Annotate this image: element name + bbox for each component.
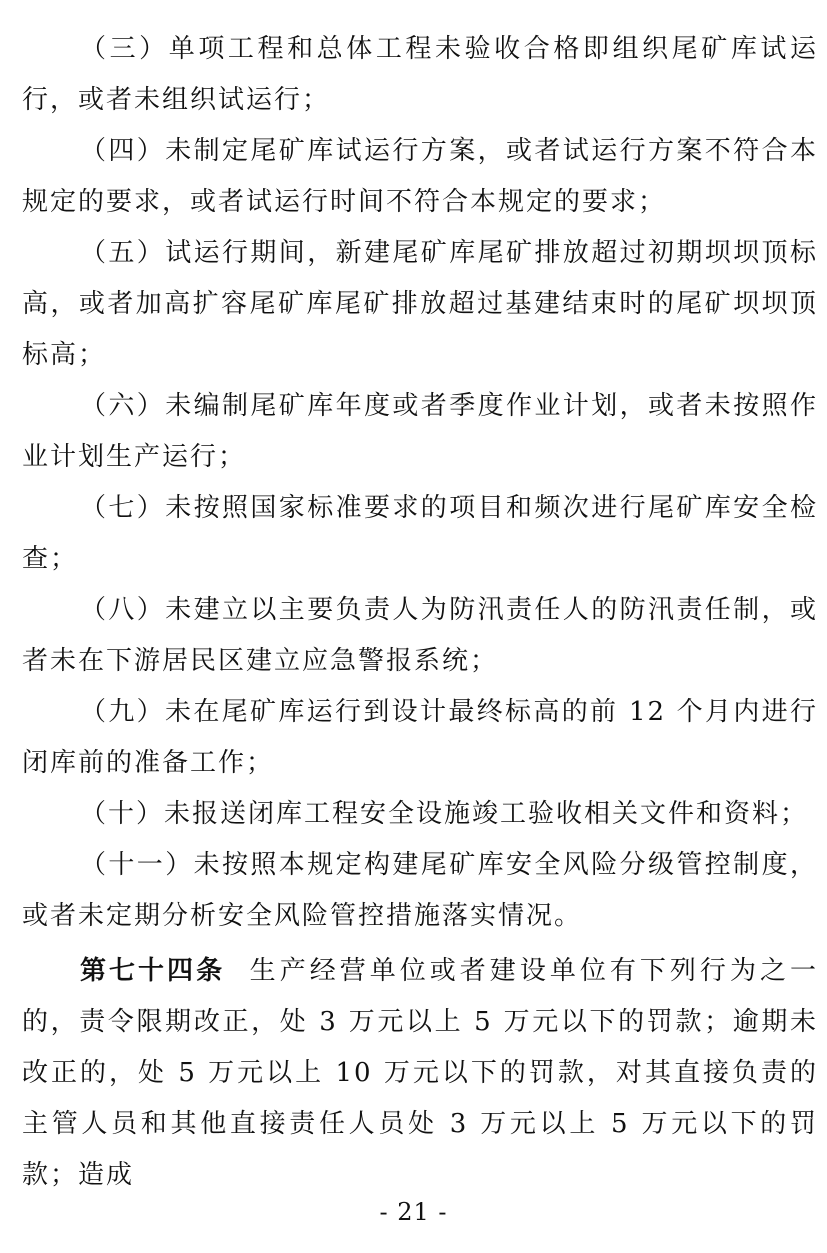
list-item-6: （六）未编制尾矿库年度或者季度作业计划，或者未按照作业计划生产运行； xyxy=(22,391,818,472)
list-item-4: （四）未制定尾矿库试运行方案，或者试运行方案不符合本规定的要求，或者试运行时间不符合本规定的要求； xyxy=(22,136,818,217)
article-label: 第七十四条 xyxy=(80,956,226,986)
list-item-10: （十）未报送闭库工程安全设施竣工验收相关文件和资料； xyxy=(80,799,809,829)
list-item-5: （五）试运行期间，新建尾矿库尾矿排放超过初期坝坝顶标高，或者加高扩容尾矿库尾矿排放超过基建结束时的尾矿坝坝顶标高； xyxy=(22,238,818,370)
article-74 xyxy=(22,946,818,1201)
list-item-11: （十一）未按照本规定构建尾矿库安全风险分级管控制度，或者未定期分析安全风险管控措施落实情况。 xyxy=(22,850,818,931)
document-body xyxy=(22,24,818,1201)
list-item-8: （八）未建立以主要负责人为防汛责任人的防汛责任制，或者未在下游居民区建立应急警报系统； xyxy=(22,595,818,676)
article-text: 生产经营单位或者建设单位有下列行为之一的，责令限期改正，处 3 万元以上 5 万元以下的罚款；逾期未改正的，处 5 万元以上 10 万元以下的罚款，对其直接负责的主管人员和其他直接责任人员处 3 万元以上 5 万元以下的罚款；造成 xyxy=(22,956,818,1190)
page-number: - 21 - xyxy=(379,1198,448,1226)
list-item-3: （三）单项工程和总体工程未验收合格即组织尾矿库试运行，或者未组织试运行； xyxy=(22,34,818,115)
list-item-9: （九）未在尾矿库运行到设计最终标高的前 12 个月内进行闭库前的准备工作； xyxy=(22,697,818,778)
list-item-7: （七）未按照国家标准要求的项目和频次进行尾矿库安全检查； xyxy=(22,493,818,574)
